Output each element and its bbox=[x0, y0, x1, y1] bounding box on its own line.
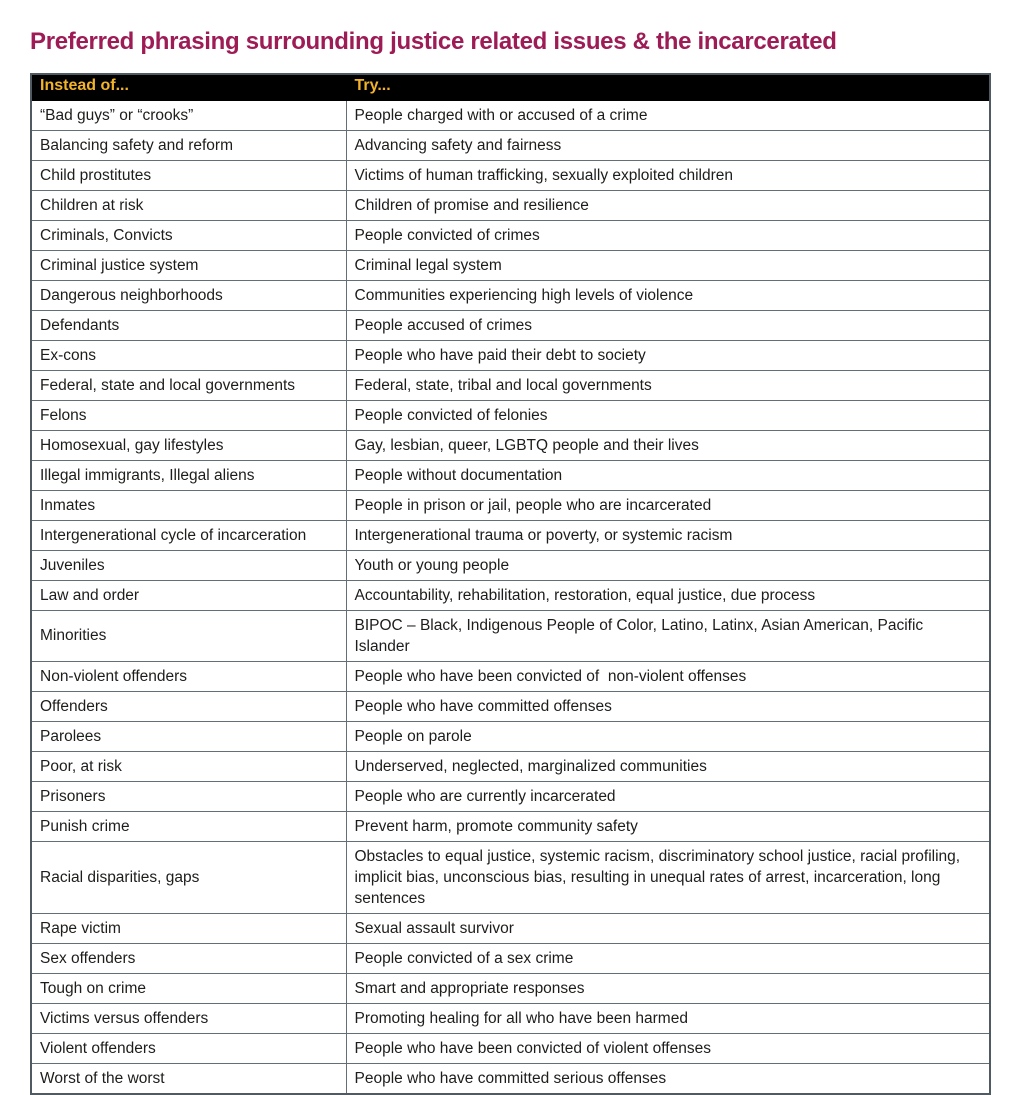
table-header-row bbox=[31, 74, 990, 100]
try-cell: Criminal legal system bbox=[346, 250, 990, 280]
try-cell: People without documentation bbox=[346, 460, 990, 490]
try-cell: People who have been convicted of non-violent offenses bbox=[346, 661, 990, 691]
table-row bbox=[31, 340, 990, 370]
try-cell: Smart and appropriate responses bbox=[346, 973, 990, 1003]
try-cell: Sexual assault survivor bbox=[346, 913, 990, 943]
table-row bbox=[31, 811, 990, 841]
table-body bbox=[31, 100, 990, 1094]
table-row bbox=[31, 610, 990, 661]
table-row bbox=[31, 913, 990, 943]
table-row bbox=[31, 400, 990, 430]
instead-cell: Felons bbox=[31, 400, 346, 430]
table-row bbox=[31, 721, 990, 751]
table-row bbox=[31, 100, 990, 130]
instead-cell: Offenders bbox=[31, 691, 346, 721]
table-row bbox=[31, 310, 990, 340]
instead-cell: Poor, at risk bbox=[31, 751, 346, 781]
table-row bbox=[31, 661, 990, 691]
table-row bbox=[31, 1063, 990, 1094]
phrasing-table bbox=[30, 73, 991, 1095]
try-cell: People charged with or accused of a crime bbox=[346, 100, 990, 130]
try-cell: Federal, state, tribal and local governments bbox=[346, 370, 990, 400]
instead-cell: Defendants bbox=[31, 310, 346, 340]
instead-cell: Inmates bbox=[31, 490, 346, 520]
instead-cell: Prisoners bbox=[31, 781, 346, 811]
table-row bbox=[31, 751, 990, 781]
table-row bbox=[31, 490, 990, 520]
table-row bbox=[31, 220, 990, 250]
instead-cell: Punish crime bbox=[31, 811, 346, 841]
table-row bbox=[31, 250, 990, 280]
instead-cell: Balancing safety and reform bbox=[31, 130, 346, 160]
try-cell: Intergenerational trauma or poverty, or systemic racism bbox=[346, 520, 990, 550]
try-cell: People who have committed serious offenses bbox=[346, 1063, 990, 1094]
try-cell: Youth or young people bbox=[346, 550, 990, 580]
table-row bbox=[31, 973, 990, 1003]
instead-cell: Children at risk bbox=[31, 190, 346, 220]
instead-cell: Juveniles bbox=[31, 550, 346, 580]
table-row bbox=[31, 580, 990, 610]
instead-cell: Tough on crime bbox=[31, 973, 346, 1003]
try-cell: People convicted of a sex crime bbox=[346, 943, 990, 973]
instead-cell: Rape victim bbox=[31, 913, 346, 943]
table-row bbox=[31, 781, 990, 811]
try-cell: Obstacles to equal justice, systemic racism, discriminatory school justice, racial profiling, implicit bias, unconscious bias, resulting in unequal rates of arrest, incarceration, long sentences bbox=[346, 841, 990, 913]
table-row bbox=[31, 943, 990, 973]
try-cell: People convicted of felonies bbox=[346, 400, 990, 430]
instead-cell: Federal, state and local governments bbox=[31, 370, 346, 400]
instead-cell: Racial disparities, gaps bbox=[31, 841, 346, 913]
try-cell: Communities experiencing high levels of violence bbox=[346, 280, 990, 310]
try-cell: People in prison or jail, people who are incarcerated bbox=[346, 490, 990, 520]
try-cell: Gay, lesbian, queer, LGBTQ people and their lives bbox=[346, 430, 990, 460]
column-header-try: Try... bbox=[346, 74, 990, 100]
instead-cell: Intergenerational cycle of incarceration bbox=[31, 520, 346, 550]
try-cell: People who are currently incarcerated bbox=[346, 781, 990, 811]
instead-cell: Worst of the worst bbox=[31, 1063, 346, 1094]
column-header-instead-of: Instead of... bbox=[31, 74, 346, 100]
table-row bbox=[31, 130, 990, 160]
instead-cell: Criminals, Convicts bbox=[31, 220, 346, 250]
table-row bbox=[31, 370, 990, 400]
try-cell: People convicted of crimes bbox=[346, 220, 990, 250]
instead-cell: Criminal justice system bbox=[31, 250, 346, 280]
instead-cell: Parolees bbox=[31, 721, 346, 751]
instead-cell: Illegal immigrants, Illegal aliens bbox=[31, 460, 346, 490]
try-cell: Children of promise and resilience bbox=[346, 190, 990, 220]
page-title: Preferred phrasing surrounding justice related issues & the incarcerated bbox=[30, 28, 837, 55]
table-row bbox=[31, 430, 990, 460]
table-row bbox=[31, 280, 990, 310]
try-cell: Prevent harm, promote community safety bbox=[346, 811, 990, 841]
table-row bbox=[31, 1003, 990, 1033]
try-cell: Accountability, rehabilitation, restoration, equal justice, due process bbox=[346, 580, 990, 610]
try-cell: Promoting healing for all who have been harmed bbox=[346, 1003, 990, 1033]
table-row bbox=[31, 520, 990, 550]
instead-cell: Minorities bbox=[31, 610, 346, 661]
table-row bbox=[31, 160, 990, 190]
instead-cell: Non-violent offenders bbox=[31, 661, 346, 691]
table-row bbox=[31, 460, 990, 490]
try-cell: Underserved, neglected, marginalized communities bbox=[346, 751, 990, 781]
table-row bbox=[31, 550, 990, 580]
instead-cell: Sex offenders bbox=[31, 943, 346, 973]
try-cell: People who have committed offenses bbox=[346, 691, 990, 721]
instead-cell: Victims versus offenders bbox=[31, 1003, 346, 1033]
try-cell: BIPOC – Black, Indigenous People of Color, Latino, Latinx, Asian American, Pacific Islander bbox=[346, 610, 990, 661]
instead-cell: Ex-cons bbox=[31, 340, 346, 370]
try-cell: People accused of crimes bbox=[346, 310, 990, 340]
try-cell: Victims of human trafficking, sexually exploited children bbox=[346, 160, 990, 190]
try-cell: People who have been convicted of violent offenses bbox=[346, 1033, 990, 1063]
try-cell: Advancing safety and fairness bbox=[346, 130, 990, 160]
instead-cell: “Bad guys” or “crooks” bbox=[31, 100, 346, 130]
table-row bbox=[31, 1033, 990, 1063]
table-row bbox=[31, 691, 990, 721]
instead-cell: Violent offenders bbox=[31, 1033, 346, 1063]
table-row bbox=[31, 190, 990, 220]
instead-cell: Homosexual, gay lifestyles bbox=[31, 430, 346, 460]
try-cell: People who have paid their debt to society bbox=[346, 340, 990, 370]
instead-cell: Law and order bbox=[31, 580, 346, 610]
try-cell: People on parole bbox=[346, 721, 990, 751]
table-row bbox=[31, 841, 990, 913]
instead-cell: Dangerous neighborhoods bbox=[31, 280, 346, 310]
instead-cell: Child prostitutes bbox=[31, 160, 346, 190]
